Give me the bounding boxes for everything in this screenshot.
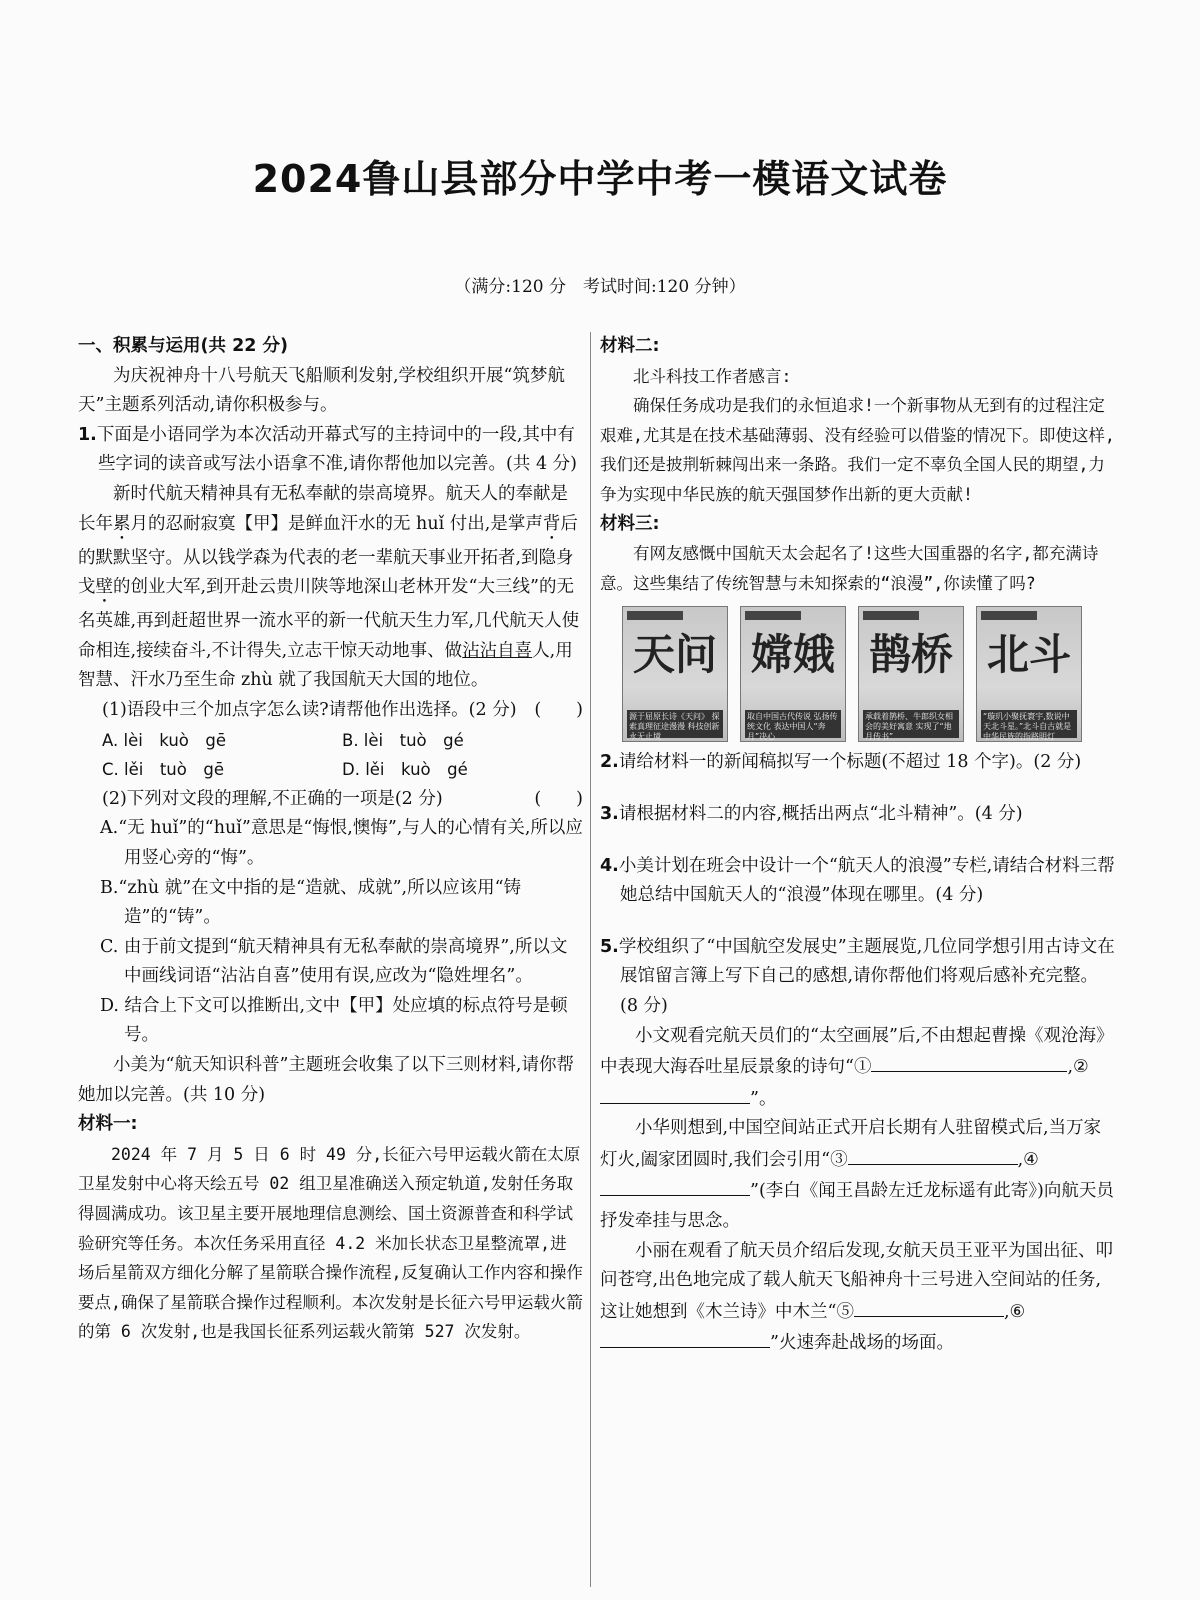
material-2-heading: 材料二:	[600, 336, 660, 356]
fill-text: ”火速奔赴战场的场面。	[770, 1333, 954, 1354]
question-4-number: 4.	[600, 855, 619, 876]
poster-tag	[627, 611, 683, 620]
option-c: C. lěi tuò gē	[102, 760, 224, 780]
material-2-subtitle: 北斗科技工作者感言:	[633, 366, 792, 386]
material-3-text: 有网友感慨中国航天太会起名了!这些大国重器的名字,都充满诗意。这些集结了传统智慧与未知探索的“浪漫”,你读懂了吗?	[600, 544, 1099, 593]
passage-text: 后的默默坚守。从以钱学森为代表的老一辈航天事业开拓者,到隐身戈	[78, 513, 578, 598]
fill-text: ,②	[1067, 1057, 1089, 1078]
fill-text: 小丽在观看了航天员介绍后发现,女航天员王亚平为国出征、叩问苍穹,出色地完成了载人航天飞船神舟十三号进入空间站的任务,这让她想到《木兰诗》中木兰“⑤	[600, 1240, 1114, 1322]
poster-tag	[745, 611, 801, 620]
subquestion-2-text: (2)下列对文段的理解,不正确的一项是(2 分)	[102, 788, 443, 809]
passage-text: 人,用智慧、汗水乃至生命 zhù 就了我国航天大国的地位。	[78, 640, 573, 691]
question-4	[600, 852, 1115, 911]
material-2-text: 确保任务成功是我们的永恒追求!一个新事物从无到有的过程注定艰难,尤其是在技术基础薄弱、没有经验可以借鉴的情况下。即使这样,我们还是披荆斩棘闯出来一条路。我们一定不辜负全国人民的期望,力争为实现中华民族的航天强国梦作出新的更大贡献!	[600, 396, 1115, 504]
poster-tianwen	[622, 606, 728, 742]
option-a: A.“无 huǐ”的“huǐ”意思是“悔恨,懊悔”,与人的心情有关,所以应用竖心旁的“悔”。	[100, 818, 583, 868]
option-b: B. lèi tuò gé	[342, 730, 464, 750]
poster-title: 鹊桥	[868, 630, 953, 680]
dotted-char-3: 壁	[95, 577, 113, 598]
poem-fill-3	[600, 1237, 1115, 1359]
fill-text: ”。	[750, 1088, 777, 1109]
material-3-heading: 材料三:	[600, 513, 660, 534]
fill-text: 小文观看完航天员们的“太空画展”后,不由想起曹操《观沧海》中表现大海吞吐星辰景象的诗句“①	[600, 1025, 1114, 1078]
dotted-char-2: 背	[542, 513, 561, 534]
answer-paren-2[interactable]: ( )	[534, 788, 583, 809]
poem-fill-2	[600, 1114, 1115, 1236]
subquestion-1-options	[78, 726, 583, 785]
material-1-heading: 材料一:	[78, 1114, 138, 1135]
passage-text: 新时代航天精神具有无私奉献的崇高境界。航天人的奉献是长年	[78, 483, 568, 534]
poster-title: 北斗	[986, 630, 1071, 680]
poem-fill-1	[600, 1022, 1115, 1115]
exam-subtitle: （满分:120 分 考试时间:120 分钟）	[454, 277, 746, 297]
blank-4[interactable]	[600, 1175, 750, 1196]
dotted-char-1: 累	[113, 513, 131, 534]
question-4-text: 小美计划在班会中设计一个“航天人的浪漫”专栏,请结合材料三帮她总结中国航天人的“浪漫”体现在哪里。(4 分)	[618, 855, 1115, 906]
blank-6[interactable]	[600, 1327, 770, 1348]
column-divider	[590, 332, 591, 1587]
section-intro: 为庆祝神舟十八号航天飞船顺利发射,学校组织开展“筑梦航天”主题系列活动,请你积极参与。	[78, 365, 566, 416]
fill-text: ,⑥	[1003, 1301, 1026, 1322]
poster-caption: 取自中国古代传说 弘扬传统文化 表达中国人“奔月”决心	[745, 710, 841, 738]
question-2-number: 2.	[600, 752, 619, 773]
passage-text: 月的忍耐寂寞【甲】是鲜血汗水的无 huǐ 付出,是掌声	[130, 513, 543, 534]
right-column	[600, 332, 1115, 1359]
blank-3-cont[interactable]	[928, 1144, 1018, 1165]
question-5-number: 5.	[600, 936, 619, 957]
exam-title: 2024鲁山县部分中学中考一模语文试卷	[252, 157, 948, 201]
passage-text: 的创业大军,到开赴云贵川陕等地深山老林开发“大三线”的无名英雄,再到赶超世界一流水平的新一代航天生力军,几代航天人使命相连,接续奋斗,不计得失,立志干惊天动地事、做	[78, 577, 580, 661]
underlined-phrase: 沾沾自喜	[462, 640, 533, 661]
poster-tag	[981, 611, 1037, 620]
poster-tag	[863, 611, 919, 620]
blank-2[interactable]	[600, 1083, 750, 1104]
option-b: B.“zhù 就”在文中指的是“造就、成就”,所以应该用“铸造”的“铸”。	[100, 877, 522, 928]
materials-lead: 小美为“航天知识科普”主题班会收集了以下三则材料,请你帮她加以完善。(共 10 分)	[78, 1055, 574, 1105]
blank-5[interactable]	[854, 1296, 1004, 1317]
material-1-text: 2024 年 7 月 5 日 6 时 49 分,长征六号甲运载火箭在太原卫星发射中心将天绘五号 02 组卫星准确送入预定轨道,发射任务取得圆满成功。该卫星主要开展地理信息测绘、国土资源普查和科学试验研究等任务。本次任务采用直径 4.2 米加长状态卫星整流罩,进场后星箭双方细化分解了星箭联合操作流程,反复确认工作内容和操作要点,确保了星箭联合操作过程顺利。本次发射是长征六号甲运载火箭的第 6 次发射,也是我国长征系列运载火箭第 527 次发射。	[78, 1144, 583, 1342]
answer-space[interactable]	[600, 830, 1115, 852]
fill-text: 小华则想到,中国空间站正式开启长期有人驻留模式后,当万家灯火,阖家团圆时,我们会引用“③	[600, 1118, 1102, 1170]
option-c: C. 由于前文提到“航天精神具有无私奉献的崇高境界”,所以文中画线词语“沾沾自喜”使用有误,应改为“隐姓埋名”。	[100, 936, 568, 987]
answer-space[interactable]	[600, 911, 1115, 933]
fill-text: ”(李白《闻王昌龄左迁龙标遥有此寄》)向航天员抒发牵挂与思念。	[600, 1181, 1114, 1232]
blank-1[interactable]	[871, 1051, 957, 1072]
poster-title: 嫦娥	[750, 630, 835, 680]
blank-1-cont[interactable]	[957, 1051, 1067, 1072]
question-1-number: 1.	[78, 424, 97, 445]
question-2-text: 请给材料一的新闻稿拟写一个标题(不超过 18 个字)。(2 分)	[618, 752, 1082, 773]
section-heading: 一、积累与运用(共 22 分)	[78, 336, 289, 356]
answer-space[interactable]	[600, 778, 1115, 800]
poster-title: 天问	[632, 630, 717, 680]
question-3-text: 请根据材料二的内容,概括出两点“北斗精神”。(4 分)	[618, 803, 1023, 824]
left-column	[78, 332, 583, 1347]
option-d: D. lěi kuò gé	[342, 760, 468, 780]
question-5-text: 学校组织了“中国航空发展史”主题展览,几位同学想引用古诗文在展馆留言簿上写下自己的感想,请你帮他们将观后感补充完整。(8 分)	[618, 936, 1115, 1016]
poster-caption: “璇玑小聚抚寰宇,数说中天北斗星。”北斗自古就是中华民族的指路明灯	[981, 710, 1077, 738]
poster-caption: 源于屈原长诗《天问》 探索真理征途漫漫 科技创新永无止境	[627, 710, 723, 738]
poster-caption: 承载着鹊桥、牛郎织女相会的美好寓意 实现了“地月传书”	[863, 710, 959, 738]
poster-row	[622, 606, 1115, 742]
blank-3[interactable]	[848, 1144, 928, 1165]
question-3	[600, 800, 1115, 830]
option-d: D. 结合上下文可以推断出,文中【甲】处应填的标点符号是顿号。	[100, 995, 568, 1046]
question-3-number: 3.	[600, 803, 619, 824]
subquestion-1	[78, 696, 583, 726]
question-1	[78, 421, 583, 480]
question-2	[600, 748, 1115, 778]
poster-change	[740, 606, 846, 742]
answer-paren-1[interactable]: ( )	[534, 699, 583, 720]
subquestion-2	[78, 785, 583, 815]
host-passage	[78, 480, 583, 696]
subquestion-1-text: (1)语段中三个加点字怎么读?请帮他作出选择。(2 分)	[102, 699, 517, 720]
fill-text: ,④	[1017, 1149, 1039, 1170]
poster-queqiao	[858, 606, 964, 742]
question-5	[600, 933, 1115, 1022]
question-1-stem: 下面是小语同学为本次活动开幕式写的主持词中的一段,其中有些字词的读音或写法小语拿不准,请你帮他加以完善。(共 4 分)	[96, 424, 577, 475]
poster-beidou	[976, 606, 1082, 742]
option-a: A. lèi kuò gē	[102, 730, 227, 750]
